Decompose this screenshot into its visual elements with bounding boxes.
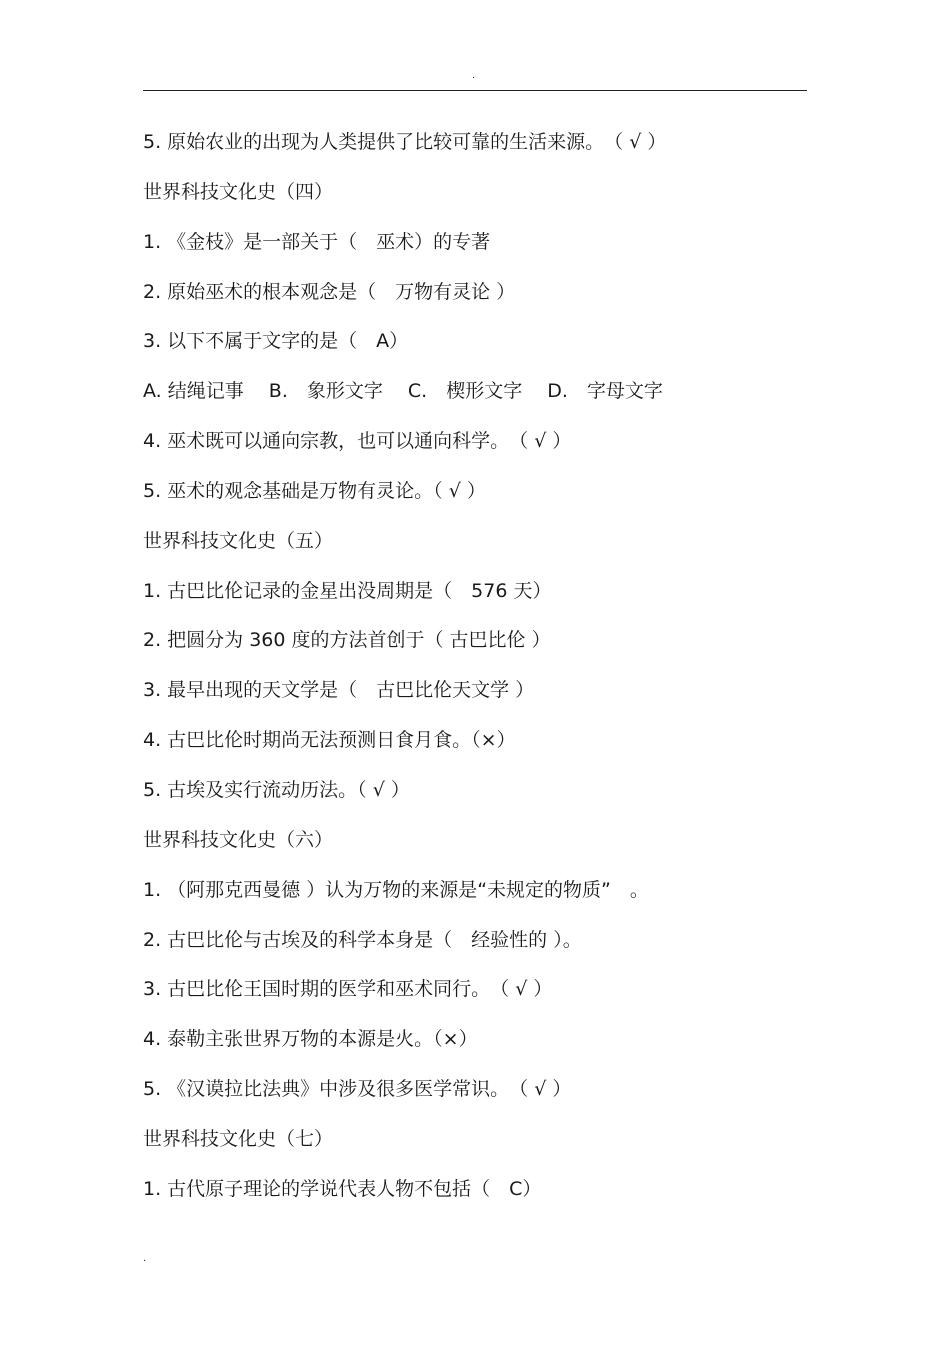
document-body [143,124,807,1221]
question-line: 5. 《汉谟拉比法典》中涉及很多医学常识。 （ √ ） [143,1078,572,1101]
text-line: 5. 原始农业的出现为人类提供了比较可靠的生活来源。 （ √ ） [143,131,667,153]
options-line: A. 结绳记事 B. 象形文字 C. 楔形文字 D. 字母文字 [143,380,663,403]
footer-mark: . [143,1253,147,1264]
section-heading: 世界科技文化史（四） [143,180,334,203]
question-line: 2. 把圆分为 360 度的方法首创于（ 古巴比伦 ） [143,629,551,652]
question-line: 4. 巫术既可以通向宗教，也可以通向科学。 （ √ ） [143,430,572,453]
question-line: 5. 古埃及实行流动历法。（ √ ） [143,778,410,801]
question-line: 1. （阿那克西曼德 ）认为万物的来源是“未规定的物质” 。 [143,878,649,901]
question-line: 1. 古代原子理论的学说代表人物不包括（ C） [143,1177,542,1200]
question-line: 4. 泰勒主张世界万物的本源是火。（×） [143,1028,478,1051]
question-line: 2. 原始巫术的根本观念是（ 万物有灵论 ） [143,280,516,303]
question-line: 3. 最早出现的天文学是（ 古巴比伦天文学 ） [143,679,535,702]
question-line: 1. 《金枝》是一部关于（ 巫术）的专著 [143,230,491,253]
header-rule [143,90,807,91]
header-mark: . [472,70,476,81]
question-line: 1. 古巴比伦记录的金星出没周期是（ 576 天） [143,579,552,602]
question-line: 4. 古巴比伦时期尚无法预测日食月食。（×） [143,729,516,752]
question-line: 2. 古巴比伦与古埃及的科学本身是（ 经验性的 ）。 [143,928,582,951]
question-line: 3. 以下不属于文字的是（ A） [143,330,409,353]
section-heading: 世界科技文化史（六） [143,828,334,851]
section-heading: 世界科技文化史（七） [143,1127,334,1150]
question-line: 5. 巫术的观念基础是万物有灵论。（ √ ） [143,479,486,502]
question-line: 3. 古巴比伦王国时期的医学和巫术同行。 （ √ ） [143,978,553,1001]
section-heading: 世界科技文化史（五） [143,529,334,552]
